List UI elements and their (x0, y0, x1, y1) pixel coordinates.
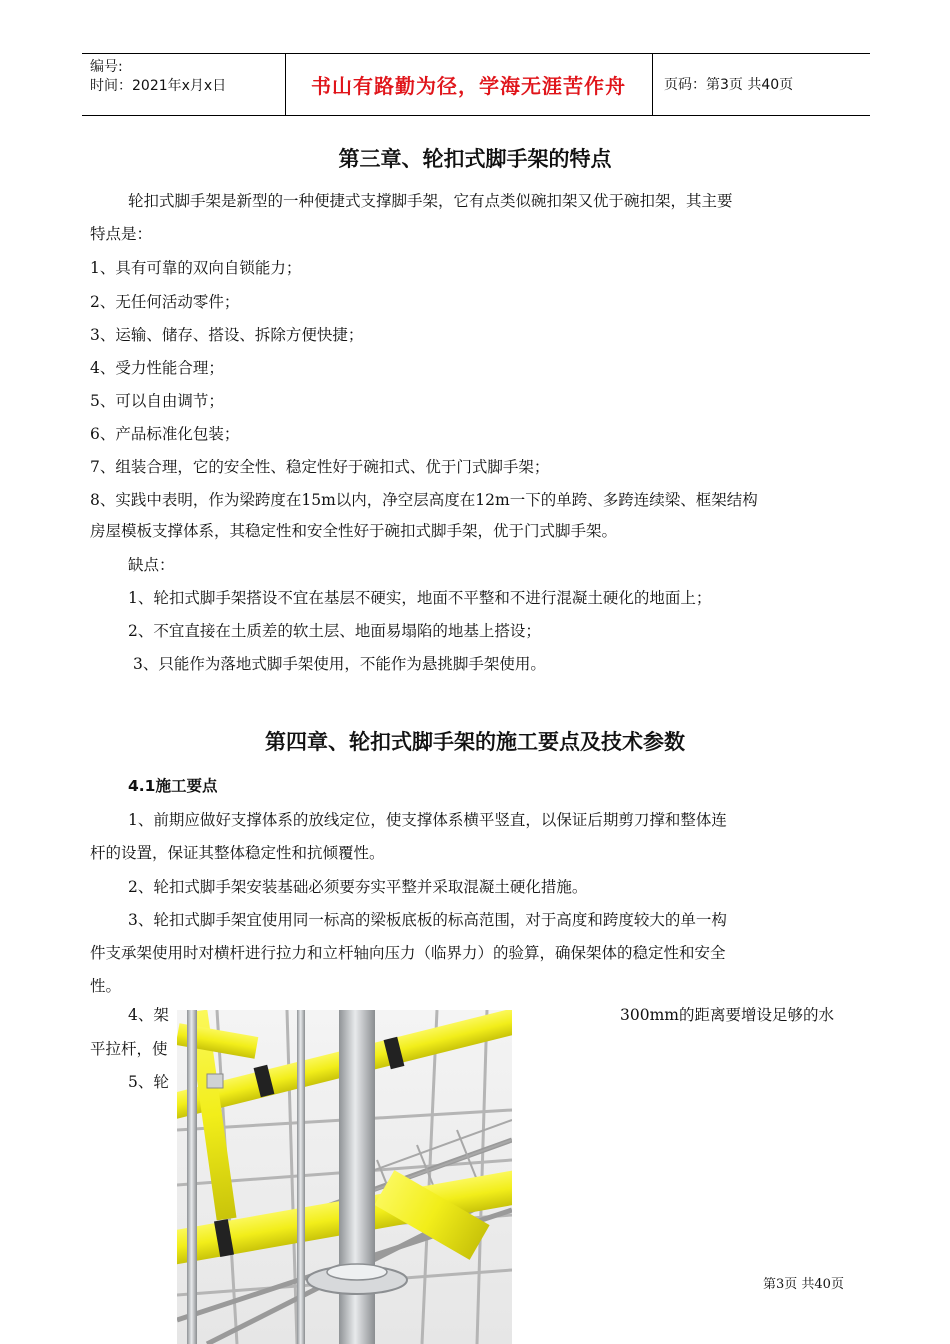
point3-line3: 性。 (90, 977, 122, 995)
cons-item: 2、不宜直接在土质差的软土层、地面易塌陷的地基上搭设； (128, 622, 541, 640)
time-label: 时间：2021年x月x日 (90, 78, 227, 94)
chapter3-intro-line2: 特点是： (90, 225, 153, 243)
header-bottom-rule (82, 115, 870, 116)
feature-item: 3、运输、储存、搭设、拆除方便快捷； (90, 326, 364, 344)
feature-item: 7、组装合理，它的安全性、稳定性好于碗扣式、优于门式脚手架； (90, 458, 550, 476)
cons-label: 缺点： (128, 556, 175, 574)
point3-line1: 3、轮扣式脚手架宜使用同一标高的梁板底板的标高范围，对于高度和跨度较大的单一构 (128, 911, 727, 929)
number-label: 编号: (90, 59, 123, 75)
feature-item: 2、无任何活动零件； (90, 293, 240, 311)
point1-line1: 1、前期应做好支撑体系的放线定位，使支撑体系横平竖直，以保证后期剪刀撑和整体连 (128, 811, 727, 829)
header-meta (90, 58, 226, 96)
feature-item: 1、具有可靠的双向自锁能力； (90, 259, 302, 277)
point1-line2: 杆的设置，保证其整体稳定性和抗倾覆性。 (90, 844, 385, 862)
header-motto: 书山有路勤为径，学海无涯苦作舟 (311, 73, 626, 98)
cons-item: 1、轮扣式脚手架搭设不宜在基层不硬实，地面不平整和不进行混凝土硬化的地面上； (128, 589, 712, 607)
chapter3-intro-line1: 轮扣式脚手架是新型的一种便捷式支撑脚手架，它有点类似碗扣架又优于碗扣架，其主要 (128, 192, 733, 210)
chapter4-title: 第四章、轮扣式脚手架的施工要点及技术参数 (265, 730, 685, 754)
feature-item: 5、可以自由调节； (90, 392, 224, 410)
feature-item: 6、产品标准化包装； (90, 425, 240, 443)
feature-item-8-line2: 房屋模板支撑体系，其稳定性和安全性好于碗扣式脚手架，优于门式脚手架。 (90, 522, 618, 540)
header-divider-right (652, 53, 653, 115)
point2: 2、轮扣式脚手架安装基础必须要夯实平整并采取混凝土硬化措施。 (128, 878, 588, 896)
feature-item: 4、受力性能合理； (90, 359, 224, 377)
chapter3-title: 第三章、轮扣式脚手架的特点 (338, 147, 612, 171)
cons-item: 3、只能作为落地式脚手架使用，不能作为悬挑脚手架使用。 (133, 655, 546, 673)
feature-item-8-line1: 8、实践中表明，作为梁跨度在15m以内，净空层高度在12m一下的单跨、多跨连续梁、框架结构 (90, 491, 758, 509)
section-heading: 4.1施工要点 (128, 777, 218, 795)
point4-line1-start: 4、架 (128, 1006, 169, 1024)
point4-line1-end: 300mm的距离要增设足够的水 (620, 1006, 834, 1024)
point4-line2: 平拉杆，使 (90, 1040, 168, 1058)
header-page-info: 页码：第3页 共40页 (664, 77, 794, 93)
footer-page-number: 第3页 共40页 (763, 1277, 844, 1292)
point3-line2: 件支承架使用时对横杆进行拉力和立杆轴向压力（临界力）的验算，确保架体的稳定性和安全 (90, 944, 726, 962)
point5-start: 5、轮 (128, 1073, 169, 1091)
scaffold-illustration (177, 1010, 512, 1344)
